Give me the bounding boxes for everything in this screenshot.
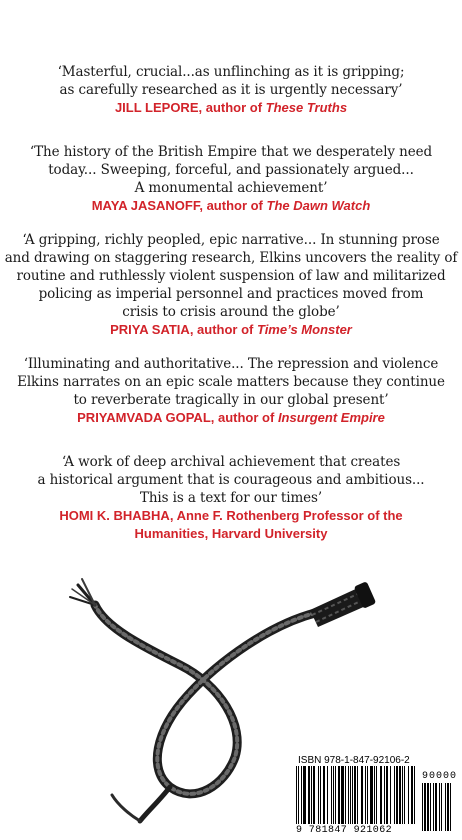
blurb-jill-lepore [0, 63, 462, 117]
attribution [0, 99, 462, 117]
barcode-panel [294, 752, 460, 840]
barcode-bar [298, 766, 299, 824]
barcode-bar [386, 766, 388, 824]
quote-line: ‘Illuminating and authoritative... The repression and violence [23, 356, 439, 372]
barcode-bar [296, 766, 297, 824]
attribution-continued: Humanities, Harvard University [134, 526, 328, 541]
quote-line: This is a text for our times’ [139, 490, 323, 506]
barcode-bar [424, 783, 426, 831]
barcode-bar [333, 766, 334, 824]
isbn-label: ISBN 978-1-847-92106-2 [298, 755, 410, 766]
barcode-bar [331, 766, 332, 824]
barcode-bar [367, 766, 368, 824]
barcode-bar [311, 766, 312, 824]
barcode-bar [357, 766, 358, 824]
barcode-bar [445, 783, 446, 831]
barcode-bar [303, 766, 306, 824]
barcode-bar [396, 766, 398, 824]
quote-line: crisis to crisis around the globe’ [122, 304, 340, 320]
barcode-bar [439, 783, 440, 831]
quote-line: ‘Masterful, crucial...as unflinching as it is gripping; [57, 64, 405, 80]
barcode-bar [404, 766, 405, 824]
barcode-bar [433, 783, 434, 831]
barcode-bar [402, 766, 403, 824]
book-title: Insurgent Empire [277, 410, 385, 425]
author-name: JILL LEPORE [114, 100, 199, 115]
author-name: MAYA JASANOFF [91, 198, 200, 213]
attribution [0, 321, 462, 339]
attribution [0, 507, 462, 525]
barcode-bar [335, 766, 336, 824]
quote-line: ‘The history of the British Empire that we desperately need [29, 144, 433, 160]
quote-line: today... Sweeping, forceful, and passionately argued... [48, 162, 414, 178]
blurb-homi-bhabha [0, 453, 462, 543]
barcode-bar [350, 766, 351, 824]
barcode-bar [390, 766, 391, 824]
barcode-bar [408, 766, 409, 824]
quote-line: policing as imperial personnel and practices moved from [38, 286, 424, 302]
book-title: These Truths [265, 100, 348, 115]
barcode-bar [427, 783, 429, 831]
quote-line: ‘A work of deep archival achievement that creates [61, 454, 401, 470]
barcode-bar [341, 766, 344, 824]
quote-line: as carefully researched as it is urgently necessary’ [59, 82, 403, 98]
blurb-maya-jasanoff [0, 143, 462, 215]
barcode-bar [354, 766, 356, 824]
barcode-bar [318, 766, 319, 824]
attribution [0, 197, 462, 215]
barcode-bar [327, 766, 328, 824]
quote-line: to reverberate tragically in our global present’ [73, 392, 389, 408]
quote-line: and drawing on staggering research, Elkins uncovers the reality of [4, 250, 458, 266]
barcode-bar [370, 766, 373, 824]
author-name: HOMI K. BHABHA [59, 508, 170, 523]
author-role: , author of [199, 198, 267, 213]
book-title: Time’s Monster [256, 322, 352, 337]
author-name: PRIYA SATIA [110, 322, 190, 337]
blurb-priyamvada-gopal [0, 355, 462, 427]
barcode-icon [296, 766, 418, 826]
quote-line: a historical argument that is courageous and ambitious... [37, 472, 425, 488]
quote-line: routine and ruthlessly violent suspension of law and militarized [16, 268, 446, 284]
barcode-bar [301, 766, 302, 824]
barcode-bar [338, 766, 340, 824]
book-title: The Dawn Watch [266, 198, 371, 213]
quote-line: A monumental achievement’ [134, 180, 328, 196]
barcode-bar [313, 766, 315, 824]
barcode-bar [308, 766, 310, 824]
barcode-bar [365, 766, 366, 824]
author-role: , author of [189, 322, 257, 337]
barcode-bar [447, 783, 449, 831]
barcode-bar [374, 766, 375, 824]
price-code: 90000 [422, 771, 458, 782]
attribution [0, 409, 462, 427]
barcode-addon-icon [422, 783, 458, 833]
barcode-bar [430, 783, 431, 831]
barcode-bar [352, 766, 353, 824]
quote-line: Elkins narrates on an epic scale matters because they continue [17, 374, 445, 390]
author-role: , Anne F. Rothenberg Professor of the [169, 508, 403, 523]
barcode-bar [394, 766, 395, 824]
barcode-bar [376, 766, 377, 824]
barcode-bar [384, 766, 385, 824]
barcode-bar [422, 783, 423, 831]
barcode-bar [399, 766, 401, 824]
barcode-bar [380, 766, 382, 824]
barcode-bar [435, 783, 437, 831]
barcode-bar [411, 766, 413, 824]
quote-line: ‘A gripping, richly peopled, epic narrative... In stunning prose [22, 232, 440, 248]
barcode-bar [320, 766, 321, 824]
blurb-priya-satia [0, 231, 462, 339]
barcode-bar [323, 766, 325, 824]
author-role: , author of [210, 410, 278, 425]
barcode-bar [361, 766, 363, 824]
barcode-bar [345, 766, 346, 824]
barcode-bar [348, 766, 349, 824]
author-name: PRIYAMVADA GOPAL [77, 410, 211, 425]
barcode-bar [414, 766, 415, 824]
barcode-digits: 9 781847 921062 [296, 825, 393, 836]
barcode-bar [441, 783, 442, 831]
author-role: , author of [198, 100, 266, 115]
barcode-bar [450, 783, 451, 831]
